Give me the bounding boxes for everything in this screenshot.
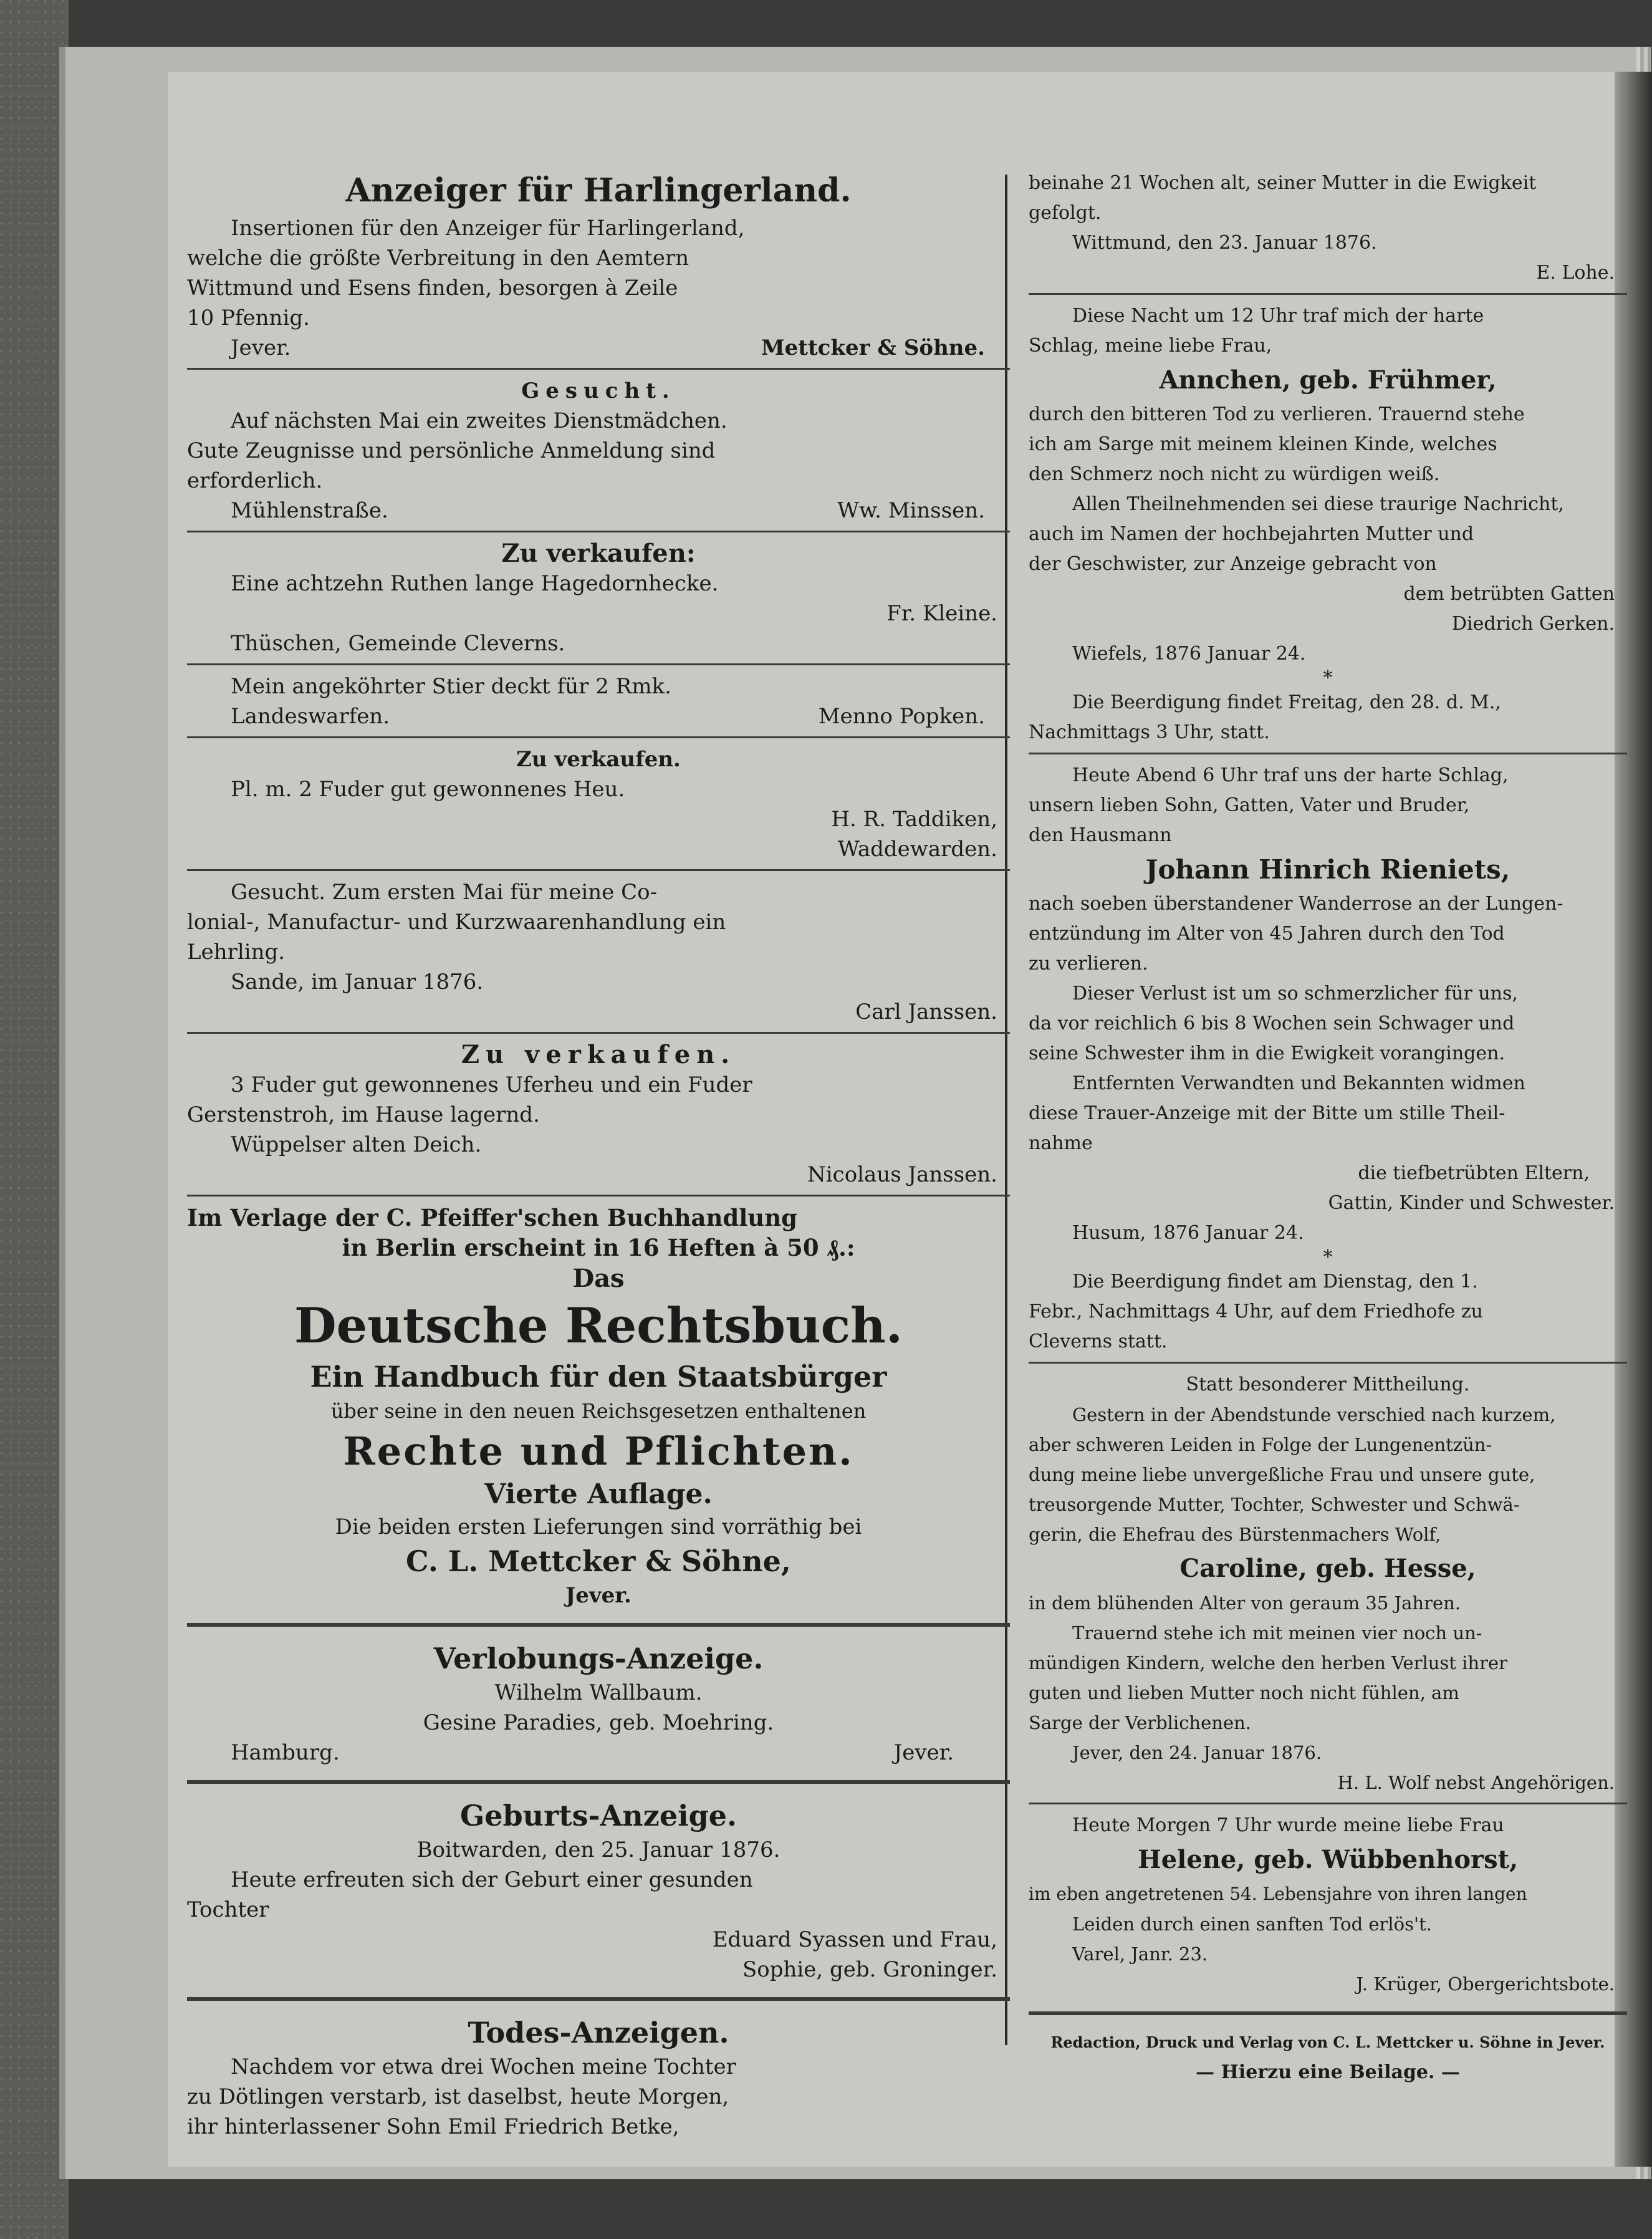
text-line: 10 Pfennig. bbox=[187, 306, 310, 330]
signature-place: Jever. bbox=[565, 1583, 632, 1608]
text-line: Entfernten Verwandten und Bekannten widmen bbox=[1072, 1072, 1525, 1094]
ad-heading: Todes-Anzeigen. bbox=[468, 2016, 729, 2049]
text-line: in Berlin erscheint in 16 Heften à 50 ₰.: bbox=[342, 1234, 855, 1261]
ad-geburt bbox=[187, 1796, 1010, 1985]
place: Thüschen, Gemeinde Cleverns. bbox=[231, 631, 565, 656]
rule bbox=[187, 531, 1010, 532]
ad-heading: Zu verkaufen. bbox=[461, 1040, 736, 1069]
text-line: Leiden durch einen sanften Tod erlös't. bbox=[1072, 1914, 1432, 1935]
text-line: Febr., Nachmittags 4 Uhr, auf dem Friedhofe zu bbox=[1029, 1301, 1483, 1322]
text-line: zu Dötlingen verstarb, ist daselbst, heute Morgen, bbox=[187, 2084, 729, 2109]
edition: Vierte Auflage. bbox=[484, 1478, 713, 1510]
text-line: durch den bitteren Tod zu verlieren. Trauernd stehe bbox=[1029, 403, 1525, 425]
text-line: den Schmerz noch nicht zu würdigen weiß. bbox=[1029, 463, 1440, 485]
text-line: dung meine liebe unvergeßliche Frau und unsere gute, bbox=[1029, 1464, 1535, 1485]
text-line: Sande, im Januar 1876. bbox=[231, 970, 484, 994]
signature: Menno Popken. bbox=[818, 704, 985, 729]
text-line: aber schweren Leiden in Folge der Lungenentzün- bbox=[1029, 1434, 1492, 1455]
ad-rechtsbuch bbox=[187, 1203, 1010, 1611]
text-line: diese Trauer-Anzeige mit der Bitte um stille Theil- bbox=[1029, 1102, 1506, 1124]
text-line: Gerstenstroh, im Hause lagernd. bbox=[187, 1102, 540, 1127]
place: Landeswarfen. bbox=[231, 704, 390, 729]
ad-verlobung bbox=[187, 1639, 1010, 1768]
text-line: gerin, die Ehefrau des Bürstenmachers Wolf, bbox=[1029, 1524, 1441, 1545]
ad-heading: Geburts-Anzeige. bbox=[459, 1799, 737, 1832]
place: Varel, Janr. 23. bbox=[1072, 1943, 1208, 1965]
text-line: ich am Sarge mit meinem kleinen Kinde, welches bbox=[1029, 433, 1497, 455]
text-line: Nachdem vor etwa drei Wochen meine Tochter bbox=[231, 2054, 736, 2079]
rule bbox=[1029, 753, 1627, 754]
text-line: Die beiden ersten Lieferungen sind vorräthig bei bbox=[335, 1514, 862, 1539]
signature-line bbox=[187, 701, 1010, 731]
text-line: Trauernd stehe ich mit meinen vier noch un- bbox=[1072, 1622, 1482, 1644]
notice-wolf bbox=[1029, 1370, 1627, 1798]
place: Mühlenstraße. bbox=[231, 498, 388, 523]
imprint-line: — Hierzu eine Beilage. — bbox=[1196, 2061, 1460, 2083]
signature: Sophie, geb. Groninger. bbox=[742, 1957, 997, 1982]
ad-zu-verkaufen-heu bbox=[187, 744, 1010, 864]
text-line: treusorgende Mutter, Tochter, Schwester und Schwä- bbox=[1029, 1494, 1520, 1515]
text-line: auch im Namen der hochbejahrten Mutter und bbox=[1029, 523, 1474, 545]
text-line: Tochter bbox=[187, 1897, 269, 1922]
left-column bbox=[187, 168, 1010, 2142]
place: Jever. bbox=[231, 335, 291, 360]
text-line: den Hausmann bbox=[1029, 824, 1172, 846]
signature: Nicolaus Janssen. bbox=[807, 1162, 997, 1187]
text-line: Wittmund und Esens finden, besorgen à Zeile bbox=[187, 276, 678, 301]
rule bbox=[187, 1032, 1010, 1034]
deceased-name: Caroline, geb. Hesse, bbox=[1179, 1554, 1476, 1583]
deceased-name: Helene, geb. Wübbenhorst, bbox=[1137, 1845, 1519, 1874]
rule bbox=[1029, 2011, 1627, 2015]
signature: E. Lohe. bbox=[1536, 262, 1615, 284]
signature: Eduard Syassen und Frau, bbox=[712, 1927, 997, 1952]
text-line: nahme bbox=[1029, 1132, 1093, 1154]
text-line: Allen Theilnehmenden sei diese traurige Nachricht, bbox=[1072, 493, 1564, 515]
notice-rieniets bbox=[1029, 761, 1627, 1357]
notice-lohe bbox=[1029, 168, 1627, 288]
imprint bbox=[1029, 2028, 1627, 2087]
text-line: Gute Zeugnisse und persönliche Anmeldung sind bbox=[187, 438, 716, 463]
rule bbox=[187, 1780, 1010, 1784]
rule bbox=[187, 736, 1010, 738]
signature-place: Waddewarden. bbox=[837, 837, 997, 862]
text-line: über seine in den neuen Reichsgesetzen enthaltenen bbox=[330, 1399, 867, 1423]
text-line: lonial-, Manufactur- und Kurzwaarenhandlung ein bbox=[187, 910, 726, 935]
text-line: Mein angeköhrter Stier deckt für 2 Rmk. bbox=[231, 674, 671, 699]
text-line: da vor reichlich 6 bis 8 Wochen sein Schwager und bbox=[1029, 1013, 1515, 1034]
text-line: Dieser Verlust ist um so schmerzlicher für uns, bbox=[1072, 983, 1518, 1004]
text-line: Gesucht. Zum ersten Mai für meine Co- bbox=[231, 880, 658, 905]
ad-gesucht-lehrling bbox=[187, 877, 1010, 1027]
text-line: unsern lieben Sohn, Gatten, Vater und Bruder, bbox=[1029, 794, 1470, 816]
text-line: mündigen Kindern, welche den herben Verlust ihrer bbox=[1029, 1652, 1507, 1673]
text-line: gefolgt. bbox=[1029, 202, 1102, 224]
signature: H. R. Taddiken, bbox=[831, 807, 997, 832]
ad-harlingerland bbox=[187, 168, 1010, 363]
text-line: Wüppelser alten Deich. bbox=[231, 1132, 482, 1157]
text-line: Heute erfreuten sich der Geburt einer gesunden bbox=[231, 1867, 753, 1892]
text-line: Lehrling. bbox=[187, 940, 286, 965]
text-line: Die Beerdigung findet Freitag, den 28. d. M., bbox=[1072, 691, 1501, 713]
asterism: * bbox=[1323, 667, 1333, 689]
text-line: guten und lieben Mutter noch nicht fühlen, am bbox=[1029, 1682, 1459, 1703]
text-line: Diese Nacht um 12 Uhr traf mich der harte bbox=[1072, 305, 1484, 327]
signature: Carl Janssen. bbox=[855, 999, 997, 1024]
signature: dem betrübten Gatten bbox=[1403, 583, 1615, 605]
deceased-name: Annchen, geb. Frühmer, bbox=[1159, 365, 1497, 395]
text-line: zu verlieren. bbox=[1029, 953, 1148, 975]
text-line: nach soeben überstandener Wanderrose an der Lungen- bbox=[1029, 893, 1563, 915]
place: Hamburg. bbox=[231, 1740, 340, 1765]
text-line: Schlag, meine liebe Frau, bbox=[1029, 335, 1272, 357]
rule bbox=[1029, 1362, 1627, 1364]
signature: Fr. Kleine. bbox=[886, 601, 997, 626]
signature: C. L. Mettcker & Söhne, bbox=[406, 1544, 791, 1578]
notice-krueger bbox=[1029, 1811, 1627, 1999]
book-edge-left bbox=[0, 0, 69, 2239]
rule bbox=[187, 1623, 1010, 1627]
text-line: 3 Fuder gut gewonnenes Uferheu und ein Fuder bbox=[231, 1072, 752, 1097]
signature: H. L. Wolf nebst Angehörigen. bbox=[1337, 1772, 1615, 1793]
signature-line bbox=[187, 333, 1010, 363]
text-line: Im Verlage der C. Pfeiffer'schen Buchhandlung bbox=[187, 1204, 797, 1231]
text-line: welche die größte Verbreitung in den Aemtern bbox=[187, 246, 689, 271]
signature: Ww. Minssen. bbox=[837, 498, 985, 523]
text-line: im eben angetretenen 54. Lebensjahre von ihren langen bbox=[1029, 1884, 1527, 1904]
ad-zu-verkaufen-hecke bbox=[187, 539, 1010, 658]
rule bbox=[1029, 1803, 1627, 1804]
signature-line bbox=[187, 496, 1010, 526]
text-line: entzündung im Alter von 45 Jahren durch den Tod bbox=[1029, 923, 1505, 945]
text-line: seine Schwester ihm in die Ewigkeit vorangingen. bbox=[1029, 1042, 1505, 1064]
right-column bbox=[1029, 168, 1627, 2087]
text-line: Boitwarden, den 25. Januar 1876. bbox=[416, 1837, 780, 1862]
text-line: Heute Abend 6 Uhr traf uns der harte Schlag, bbox=[1072, 764, 1509, 786]
ad-stier bbox=[187, 672, 1010, 731]
rule bbox=[187, 368, 1010, 370]
name-line: Gesine Paradies, geb. Moehring. bbox=[423, 1710, 774, 1735]
text-line: Nachmittags 3 Uhr, statt. bbox=[1029, 721, 1270, 743]
signature: Gattin, Kinder und Schwester. bbox=[1328, 1192, 1615, 1214]
text-line: Wittmund, den 23. Januar 1876. bbox=[1072, 232, 1377, 254]
ad-heading: Zu verkaufen: bbox=[501, 539, 696, 568]
ad-heading: Verlobungs-Anzeige. bbox=[433, 1642, 764, 1675]
text-line: Pl. m. 2 Fuder gut gewonnenes Heu. bbox=[231, 777, 625, 802]
book-subtitle-large: Rechte und Pflichten. bbox=[343, 1428, 854, 1474]
place: Jever. bbox=[893, 1740, 954, 1765]
text-line: Insertionen für den Anzeiger für Harlingerland, bbox=[231, 216, 745, 241]
text-line: Gestern in der Abendstunde verschied nach kurzem, bbox=[1072, 1404, 1556, 1425]
text-line: Wiefels, 1876 Januar 24. bbox=[1072, 643, 1306, 665]
ad-heading: Statt besonderer Mittheilung. bbox=[1186, 1374, 1470, 1395]
text-line: Sarge der Verblichenen. bbox=[1029, 1712, 1252, 1733]
text-line: Jever, den 24. Januar 1876. bbox=[1072, 1742, 1322, 1763]
ad-gesucht-dienstmaedchen bbox=[187, 376, 1010, 526]
text-line: ihr hinterlassener Sohn Emil Friedrich Betke, bbox=[187, 2114, 680, 2139]
text-line: Heute Morgen 7 Uhr wurde meine liebe Frau bbox=[1072, 1814, 1504, 1836]
text-line: Auf nächsten Mai ein zweites Dienstmädchen. bbox=[231, 408, 728, 433]
text-line: Das bbox=[572, 1264, 625, 1293]
rule bbox=[187, 1195, 1010, 1197]
text-line: erforderlich. bbox=[187, 468, 323, 493]
asterism: * bbox=[1323, 1246, 1333, 1268]
rule bbox=[187, 869, 1010, 871]
text-line: Husum, 1876 Januar 24. bbox=[1072, 1222, 1304, 1244]
ad-zu-verkaufen-uferheu bbox=[187, 1040, 1010, 1190]
imprint-line: Redaction, Druck und Verlag von C. L. Mettcker u. Söhne in Jever. bbox=[1050, 2033, 1605, 2051]
deceased-name: Johann Hinrich Rieniets, bbox=[1145, 854, 1510, 885]
signature: Diedrich Gerken. bbox=[1451, 613, 1615, 635]
book-subtitle: Ein Handbuch für den Staatsbürger bbox=[310, 1360, 887, 1394]
text-line: beinahe 21 Wochen alt, seiner Mutter in die Ewigkeit bbox=[1029, 172, 1537, 194]
signature: Mettcker & Söhne. bbox=[761, 335, 985, 360]
name-line: Wilhelm Wallbaum. bbox=[494, 1680, 703, 1705]
text-line: Die Beerdigung findet am Dienstag, den 1. bbox=[1072, 1271, 1478, 1293]
rule bbox=[187, 1997, 1010, 2001]
notice-gerken bbox=[1029, 301, 1627, 748]
signature: J. Krüger, Obergerichtsbote. bbox=[1356, 1973, 1615, 1995]
text-line: in dem blühenden Alter von geraum 35 Jahren. bbox=[1029, 1592, 1461, 1614]
ad-title: Anzeiger für Harlingerland. bbox=[345, 171, 852, 209]
rule bbox=[187, 663, 1010, 665]
ad-todes bbox=[187, 2013, 1010, 2142]
text-line: Eine achtzehn Ruthen lange Hagedornhecke. bbox=[231, 571, 719, 596]
place-line bbox=[187, 1738, 1010, 1768]
text-line: Cleverns statt. bbox=[1029, 1331, 1168, 1352]
ad-heading: Gesucht. bbox=[521, 378, 676, 403]
text-line: der Geschwister, zur Anzeige gebracht von bbox=[1029, 553, 1437, 575]
ad-heading: Zu verkaufen. bbox=[516, 747, 681, 772]
signature: die tiefbetrübten Eltern, bbox=[1358, 1162, 1590, 1184]
book-title: Deutsche Rechtsbuch. bbox=[294, 1298, 903, 1354]
rule bbox=[1029, 293, 1627, 295]
